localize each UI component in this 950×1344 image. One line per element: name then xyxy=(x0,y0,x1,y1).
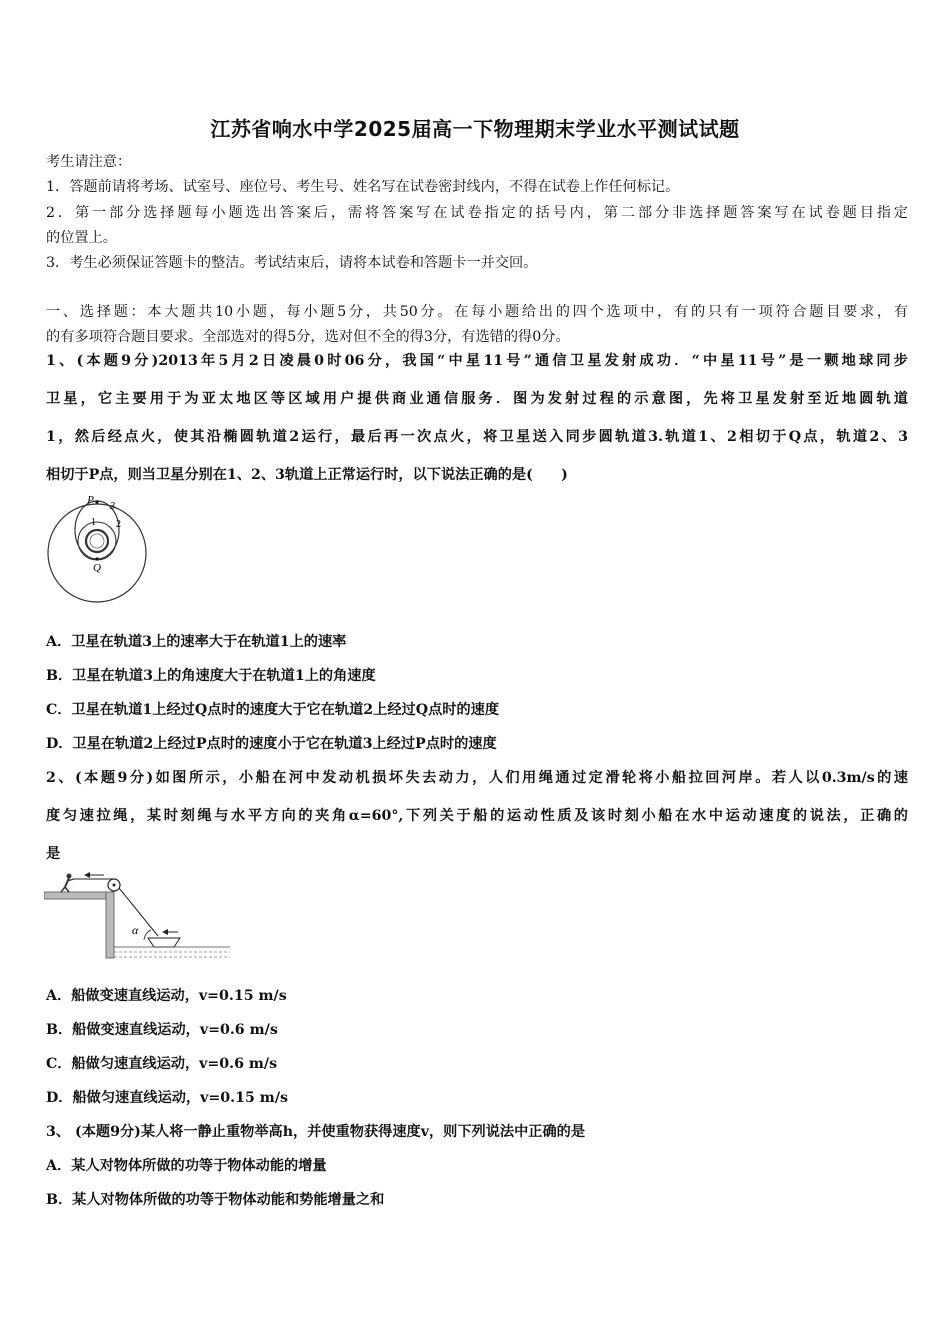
question-2-text: 是 xyxy=(46,846,61,862)
orbit-diagram xyxy=(44,494,154,606)
question-1-text: 卫星，它主要用于为亚太地区等区域用户提供商业通信服务．图为发射过程的示意图，先将卫星发射至近地圆轨道 xyxy=(46,391,908,407)
boat-icon xyxy=(148,938,180,947)
angle-alpha-label: α xyxy=(132,923,139,937)
section-instructions-line: 的有多项符合题目要求。全部选对的得5分，选对但不全的得3分，有选错的得0分。 xyxy=(46,329,570,345)
orbit-1-circle xyxy=(78,522,116,560)
bank-top xyxy=(44,892,106,899)
question-3-option: B．某人对物体所做的功等于物体动能和势能增量之和 xyxy=(46,1192,385,1208)
orbit-2-label: 2 xyxy=(116,519,121,530)
page-title: 江苏省响水中学2025届高一下物理期末学业水平测试试题 xyxy=(210,117,740,141)
question-2-option: A．船做变速直线运动，v=0.15 m/s xyxy=(46,988,287,1004)
question-1-text: 相切于P点，则当卫星分别在1、2、3轨道上正常运行时，以下说法正确的是( ) xyxy=(46,467,568,483)
earth-circle xyxy=(86,530,108,552)
question-1-option: D．卫星在轨道2上经过P点时的速度小于它在轨道3上经过P点时的速度 xyxy=(46,736,497,752)
question-3-text: 3、 (本题9分)某人将一静止重物举高h，并使重物获得速度v，则下列说法中正确的是 xyxy=(46,1124,586,1140)
question-2-option: D．船做匀速直线运动，v=0.15 m/s xyxy=(46,1090,288,1106)
question-1-option: B．卫星在轨道3上的角速度大于在轨道1上的角速度 xyxy=(46,668,376,684)
question-2-text: 2、(本题9分)如图所示，小船在河中发动机损坏失去动力，人们用绳通过定滑轮将小船拉回河岸。若人以0.3m/s的速 xyxy=(46,770,908,786)
bank-wall xyxy=(106,892,114,958)
notice-heading: 考生请注意： xyxy=(46,154,132,170)
question-1-option: C．卫星在轨道1上经过Q点时的速度大于它在轨道2上经过Q点时的速度 xyxy=(46,702,500,718)
point-p-dot xyxy=(95,500,98,503)
point-p-label: P xyxy=(87,494,94,506)
notice-item: 1．答题前请将考场、试室号、座位号、考生号、姓名写在试卷密封线内，不得在试卷上作任何标记。 xyxy=(46,179,680,195)
question-1-option: A．卫星在轨道3上的速率大于在轨道1上的速率 xyxy=(46,634,347,650)
question-1-text: 1、(本题9分)2013年5月2日凌晨0时06分，我国“中星11号”通信卫星发射成功．“中星11号”是一颗地球同步 xyxy=(46,353,908,369)
question-3-option: A．某人对物体所做的功等于物体动能的增量 xyxy=(46,1158,327,1174)
rope-slanted xyxy=(119,888,158,936)
question-2-option: B．船做变速直线运动，v=0.6 m/s xyxy=(46,1022,278,1038)
orbit-3-label: 3 xyxy=(110,501,115,512)
section-instructions-line: 一、选择题：本大题共10小题，每小题5分，共50分。在每小题给出的四个选项中，有的只有一项符合题目要求，有 xyxy=(46,304,908,320)
notice-item: 的位置上。 xyxy=(46,230,117,246)
question-2-text: 度匀速拉绳，某时刻绳与水平方向的夹角α=60°,下列关于船的运动性质及该时刻小船在水中运动速度的说法，正确的 xyxy=(46,808,908,824)
notice-item: 3．考生必须保证答题卡的整洁。考试结束后，请将本试卷和答题卡一并交回。 xyxy=(46,255,538,271)
question-2-option: C．船做匀速直线运动，v=0.6 m/s xyxy=(46,1056,278,1072)
notice-item: 2．第一部分选择题每小题选出答案后，需将答案写在试卷指定的括号内，第二部分非选择题答案写在试卷题目指定 xyxy=(46,205,908,221)
orbit-1-label: 1 xyxy=(91,517,96,528)
point-q-label: Q xyxy=(93,562,101,574)
question-1-text: 1，然后经点火，使其沿椭圆轨道2运行，最后再一次点火，将卫星送入同步圆轨道3.轨道1、2相切于Q点，轨道2、3 xyxy=(46,429,908,445)
person-icon xyxy=(61,874,74,893)
point-q-dot xyxy=(95,557,98,560)
boat-pulley-diagram xyxy=(44,868,230,962)
